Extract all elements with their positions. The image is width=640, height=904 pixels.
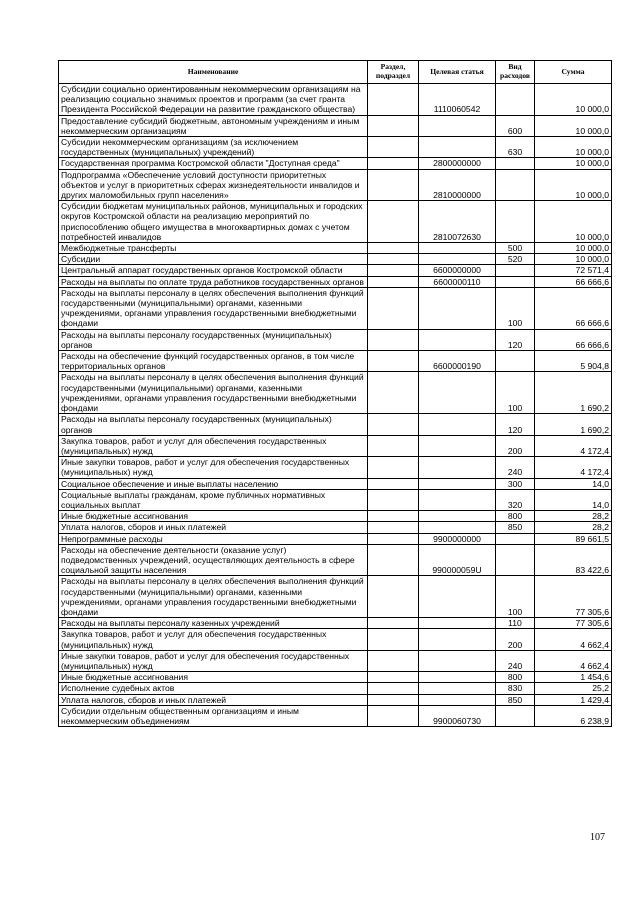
row-name: Расходы на выплаты персоналу казенных учреждений xyxy=(59,618,368,629)
row-section xyxy=(368,265,419,276)
row-section xyxy=(368,705,419,726)
table-body xyxy=(59,84,612,727)
row-name: Расходы на выплаты персоналу государственных (муниципальных) органов xyxy=(59,329,368,350)
row-target xyxy=(419,629,496,650)
row-target xyxy=(419,243,496,254)
row-target: 6600000000 xyxy=(419,265,496,276)
row-sum: 5 904,8 xyxy=(535,351,612,372)
table-row xyxy=(59,522,612,533)
row-target xyxy=(419,576,496,618)
row-name: Социальное обеспечение и иные выплаты населению xyxy=(59,478,368,489)
row-section xyxy=(368,254,419,265)
header-sum: Сумма xyxy=(535,61,612,84)
header-section: Раздел, подраздел xyxy=(368,61,419,84)
row-section xyxy=(368,351,419,372)
row-name: Исполнение судебных актов xyxy=(59,683,368,694)
row-name: Непрограммные расходы xyxy=(59,533,368,544)
row-kind: 850 xyxy=(496,694,535,705)
row-target: 2800000000 xyxy=(419,158,496,169)
row-kind: 100 xyxy=(496,372,535,414)
row-section xyxy=(368,650,419,671)
row-kind: 120 xyxy=(496,414,535,435)
row-kind: 830 xyxy=(496,683,535,694)
row-sum: 10 000,0 xyxy=(535,201,612,243)
row-sum: 4 662,4 xyxy=(535,629,612,650)
row-section xyxy=(368,522,419,533)
row-sum: 14,0 xyxy=(535,478,612,489)
row-name: Расходы на выплаты по оплате труда работников государственных органов xyxy=(59,276,368,287)
row-target xyxy=(419,489,496,510)
page-number: 107 xyxy=(590,832,605,843)
table-row xyxy=(59,329,612,350)
row-section xyxy=(368,169,419,201)
row-target xyxy=(419,287,496,329)
table-row xyxy=(59,457,612,478)
row-target: 990000059U xyxy=(419,544,496,576)
row-target: 1110060542 xyxy=(419,84,496,116)
row-sum: 28,2 xyxy=(535,522,612,533)
table-row xyxy=(59,276,612,287)
row-kind: 600 xyxy=(496,115,535,136)
table-row xyxy=(59,629,612,650)
row-name: Закупка товаров, работ и услуг для обеспечения государственных (муниципальных) нужд xyxy=(59,629,368,650)
row-name: Субсидии социально ориентированным некоммерческим организациям на реализацию социально значимых проектов и программ (за счет гранта Президента Российской Федерации на развитие гражданского общества) xyxy=(59,84,368,116)
table-row xyxy=(59,533,612,544)
row-section xyxy=(368,201,419,243)
row-kind: 110 xyxy=(496,618,535,629)
table-row xyxy=(59,115,612,136)
table-header xyxy=(59,61,612,84)
row-target: 6600000190 xyxy=(419,351,496,372)
row-name: Расходы на обеспечение деятельности (оказание услуг) подведомственных учреждений, осуществляющих деятельность в сфере социальной защиты населения xyxy=(59,544,368,576)
row-target: 9900060730 xyxy=(419,705,496,726)
table-row xyxy=(59,158,612,169)
table-row xyxy=(59,137,612,158)
row-sum: 1 690,2 xyxy=(535,372,612,414)
row-sum: 10 000,0 xyxy=(535,254,612,265)
row-sum: 66 666,6 xyxy=(535,287,612,329)
table-row xyxy=(59,84,612,116)
header-row xyxy=(59,61,612,84)
row-target xyxy=(419,694,496,705)
row-kind xyxy=(496,705,535,726)
row-section xyxy=(368,694,419,705)
row-sum: 77 305,6 xyxy=(535,576,612,618)
row-target xyxy=(419,522,496,533)
row-target xyxy=(419,115,496,136)
row-section xyxy=(368,115,419,136)
row-sum: 10 000,0 xyxy=(535,137,612,158)
row-kind xyxy=(496,158,535,169)
row-kind: 240 xyxy=(496,650,535,671)
row-section xyxy=(368,457,419,478)
row-kind: 100 xyxy=(496,287,535,329)
row-section xyxy=(368,478,419,489)
row-kind: 200 xyxy=(496,435,535,456)
row-sum: 4 172,4 xyxy=(535,457,612,478)
table-row xyxy=(59,201,612,243)
table-row xyxy=(59,489,612,510)
row-sum: 14,0 xyxy=(535,489,612,510)
row-target xyxy=(419,618,496,629)
row-name: Подпрограмма «Обеспечение условий доступности приоритетных объектов и услуг в приоритетных сферах жизнедеятельности инвалидов и других маломобильных групп населения» xyxy=(59,169,368,201)
row-sum: 25,2 xyxy=(535,683,612,694)
row-target xyxy=(419,372,496,414)
row-sum: 4 662,4 xyxy=(535,650,612,671)
table-row xyxy=(59,351,612,372)
table-row xyxy=(59,372,612,414)
row-name: Уплата налогов, сборов и иных платежей xyxy=(59,694,368,705)
row-sum: 1 429,4 xyxy=(535,694,612,705)
row-section xyxy=(368,683,419,694)
table-row xyxy=(59,414,612,435)
row-kind: 630 xyxy=(496,137,535,158)
header-target: Целевая статья xyxy=(419,61,496,84)
row-name: Субсидии бюджетам муниципальных районов, муниципальных и городских округов Костромской области на реализацию мероприятий по приспособлению общего имущества в многоквартирных домах с учетом потребностей инвалидов xyxy=(59,201,368,243)
row-section xyxy=(368,372,419,414)
row-name: Социальные выплаты гражданам, кроме публичных нормативных социальных выплат xyxy=(59,489,368,510)
row-section xyxy=(368,618,419,629)
row-name: Субсидии отдельным общественным организациям и иным некоммерческим объединениям xyxy=(59,705,368,726)
table-row xyxy=(59,683,612,694)
row-kind: 240 xyxy=(496,457,535,478)
row-section xyxy=(368,287,419,329)
row-section xyxy=(368,533,419,544)
row-name: Закупка товаров, работ и услуг для обеспечения государственных (муниципальных) нужд xyxy=(59,435,368,456)
row-target: 6600000110 xyxy=(419,276,496,287)
row-section xyxy=(368,489,419,510)
row-target xyxy=(419,457,496,478)
row-kind: 120 xyxy=(496,329,535,350)
row-kind xyxy=(496,201,535,243)
row-sum: 4 172,4 xyxy=(535,435,612,456)
row-sum: 6 238,9 xyxy=(535,705,612,726)
row-section xyxy=(368,243,419,254)
table-row xyxy=(59,287,612,329)
row-kind xyxy=(496,84,535,116)
row-kind: 850 xyxy=(496,522,535,533)
row-target xyxy=(419,650,496,671)
row-kind xyxy=(496,265,535,276)
budget-table xyxy=(58,60,612,727)
row-kind: 100 xyxy=(496,576,535,618)
row-name: Субсидии xyxy=(59,254,368,265)
row-name: Иные закупки товаров, работ и услуг для обеспечения государственных (муниципальных) нужд xyxy=(59,650,368,671)
table-row xyxy=(59,435,612,456)
row-kind: 200 xyxy=(496,629,535,650)
row-sum: 10 000,0 xyxy=(535,169,612,201)
row-sum: 72 571,4 xyxy=(535,265,612,276)
row-sum: 66 666,6 xyxy=(535,276,612,287)
row-section xyxy=(368,329,419,350)
row-section xyxy=(368,576,419,618)
row-section xyxy=(368,276,419,287)
row-section xyxy=(368,137,419,158)
row-sum: 1 690,2 xyxy=(535,414,612,435)
row-kind: 320 xyxy=(496,489,535,510)
row-kind xyxy=(496,351,535,372)
row-target xyxy=(419,329,496,350)
table-row xyxy=(59,618,612,629)
row-section xyxy=(368,435,419,456)
table-row xyxy=(59,478,612,489)
row-target xyxy=(419,672,496,683)
table-row xyxy=(59,544,612,576)
table-row xyxy=(59,650,612,671)
table-row xyxy=(59,576,612,618)
row-sum: 89 661,5 xyxy=(535,533,612,544)
row-name: Иные закупки товаров, работ и услуг для обеспечения государственных (муниципальных) нужд xyxy=(59,457,368,478)
row-sum: 10 000,0 xyxy=(535,84,612,116)
row-target xyxy=(419,254,496,265)
row-name: Расходы на выплаты персоналу государственных (муниципальных) органов xyxy=(59,414,368,435)
row-sum: 77 305,6 xyxy=(535,618,612,629)
row-section xyxy=(368,511,419,522)
row-section xyxy=(368,672,419,683)
row-kind: 520 xyxy=(496,254,535,265)
row-sum: 1 454,6 xyxy=(535,672,612,683)
row-sum: 83 422,6 xyxy=(535,544,612,576)
row-name: Расходы на выплаты персоналу в целях обеспечения выполнения функций государственными (муниципальными) органами, казенными учреждениями, органами управления государственными внебюджетными фондами xyxy=(59,372,368,414)
row-sum: 10 000,0 xyxy=(535,158,612,169)
row-section xyxy=(368,629,419,650)
row-sum: 10 000,0 xyxy=(535,243,612,254)
row-name: Субсидии некоммерческим организациям (за исключением государственных (муниципальных) учреждений) xyxy=(59,137,368,158)
table-row xyxy=(59,694,612,705)
row-name: Иные бюджетные ассигнования xyxy=(59,511,368,522)
row-target: 2810000000 xyxy=(419,169,496,201)
row-name: Расходы на выплаты персоналу в целях обеспечения выполнения функций государственными (муниципальными) органами, казенными учреждениями, органами управления государственными внебюджетными фондами xyxy=(59,576,368,618)
row-target: 2810072630 xyxy=(419,201,496,243)
row-kind: 800 xyxy=(496,511,535,522)
row-name: Расходы на выплаты персоналу в целях обеспечения выполнения функций государственными (муниципальными) органами, казенными учреждениями, органами управления государственными внебюджетными фондами xyxy=(59,287,368,329)
row-target xyxy=(419,414,496,435)
row-section xyxy=(368,84,419,116)
row-name: Государственная программа Костромской области "Доступная среда" xyxy=(59,158,368,169)
header-name: Наименование xyxy=(59,61,368,84)
row-target: 9900000000 xyxy=(419,533,496,544)
table-row xyxy=(59,254,612,265)
row-section xyxy=(368,544,419,576)
table-row xyxy=(59,672,612,683)
row-kind xyxy=(496,276,535,287)
row-target xyxy=(419,511,496,522)
row-name: Предоставление субсидий бюджетным, автономным учреждениям и иным некоммерческим организациям xyxy=(59,115,368,136)
row-sum: 66 666,6 xyxy=(535,329,612,350)
row-target xyxy=(419,435,496,456)
table-row xyxy=(59,169,612,201)
row-section xyxy=(368,414,419,435)
row-sum: 28,2 xyxy=(535,511,612,522)
row-kind xyxy=(496,169,535,201)
header-kind: Вид расходов xyxy=(496,61,535,84)
table-row xyxy=(59,265,612,276)
table-row xyxy=(59,243,612,254)
row-sum: 10 000,0 xyxy=(535,115,612,136)
table-row xyxy=(59,705,612,726)
row-name: Расходы на обеспечение функций государственных органов, в том числе территориальных органов xyxy=(59,351,368,372)
row-kind: 500 xyxy=(496,243,535,254)
row-kind: 300 xyxy=(496,478,535,489)
row-target xyxy=(419,478,496,489)
row-kind xyxy=(496,533,535,544)
row-target xyxy=(419,683,496,694)
row-section xyxy=(368,158,419,169)
row-name: Иные бюджетные ассигнования xyxy=(59,672,368,683)
row-name: Межбюджетные трансферты xyxy=(59,243,368,254)
row-name: Уплата налогов, сборов и иных платежей xyxy=(59,522,368,533)
row-kind: 800 xyxy=(496,672,535,683)
row-name: Центральный аппарат государственных органов Костромской области xyxy=(59,265,368,276)
row-target xyxy=(419,137,496,158)
table-row xyxy=(59,511,612,522)
row-kind xyxy=(496,544,535,576)
